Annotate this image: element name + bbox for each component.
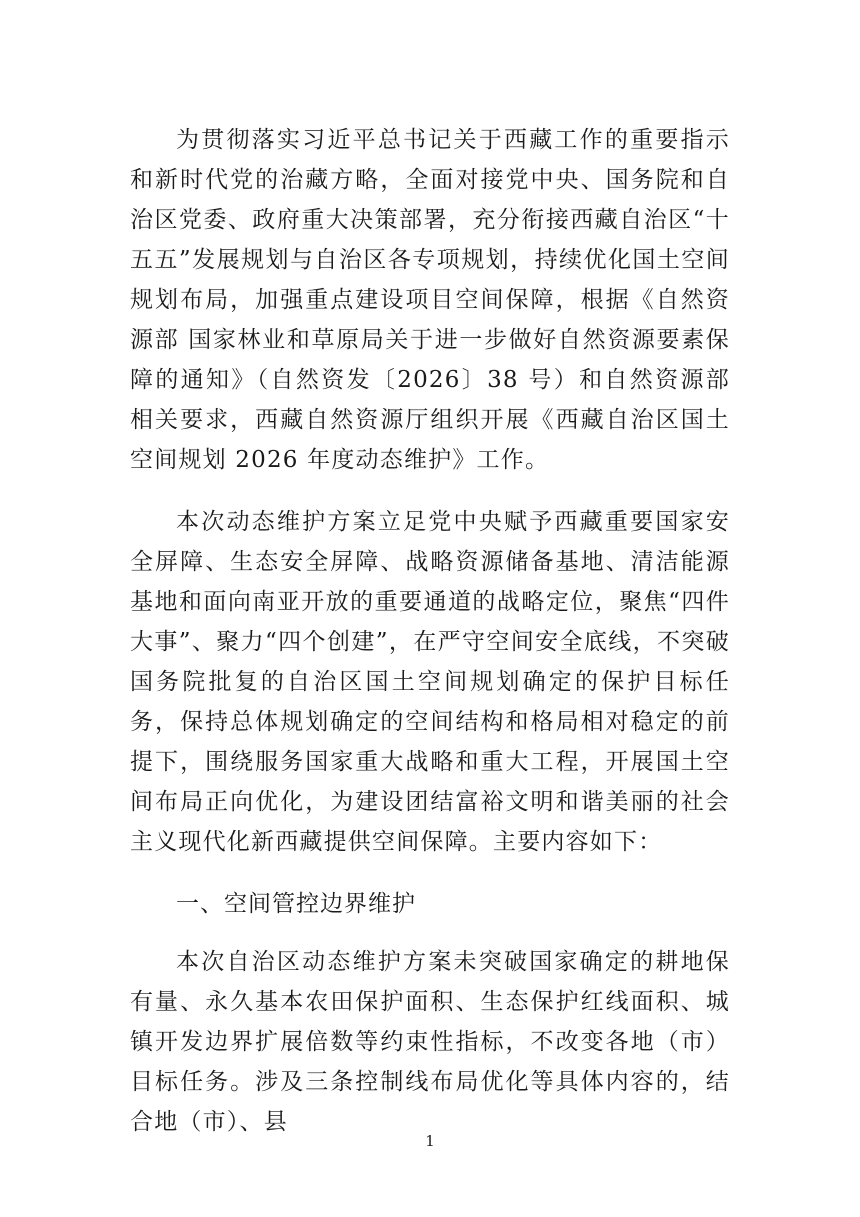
positioning-paragraph: 本次动态维护方案立足党中央赋予西藏重要国家安全屏障、生态安全屏障、战略资源储备基地、清洁能源基地和面向南亚开放的重要通道的战略定位，聚焦“四件大事”、聚力“四个创建”，在严守空间安全底线，不突破国务院批复的自治区国土空间规划确定的保护目标任务，保持总体规划确定的空间结构和格局相对稳定的前提下，围绕服务国家重大战略和重大工程，开展国土空间布局正向优化，为建设团结富裕文明和谐美丽的社会主义现代化新西藏提供空间保障。主要内容如下： xyxy=(130,509,730,855)
document-body xyxy=(130,120,730,1142)
section-heading-boundary-maintenance: 一、空间管控边界维护 xyxy=(176,891,416,917)
page-number: 1 xyxy=(425,1132,435,1150)
boundary-maintenance-paragraph: 本次自治区动态维护方案未突破国家确定的耕地保有量、永久基本农田保护面积、生态保护红线面积、城镇开发边界扩展倍数等约束性指标，不改变各地（市）目标任务。涉及三条控制线布局优化等具体内容的，结合地（市）、县 xyxy=(130,949,730,1135)
intro-paragraph: 为贯彻落实习近平总书记关于西藏工作的重要指示和新时代党的治藏方略，全面对接党中央、国务院和自治区党委、政府重大决策部署，充分衔接西藏自治区“十五五”发展规划与自治区各专项规划，持续优化国土空间规划布局，加强重点建设项目空间保障，根据《自然资源部 国家林业和草原局关于进一步做好自然资源要素保障的通知》（自然资发〔2026〕38 号）和自然资源部相关要求，西藏自然资源厅组织开展《西藏自治区国土空间规划 2026 年度动态维护》工作。 xyxy=(130,127,730,473)
